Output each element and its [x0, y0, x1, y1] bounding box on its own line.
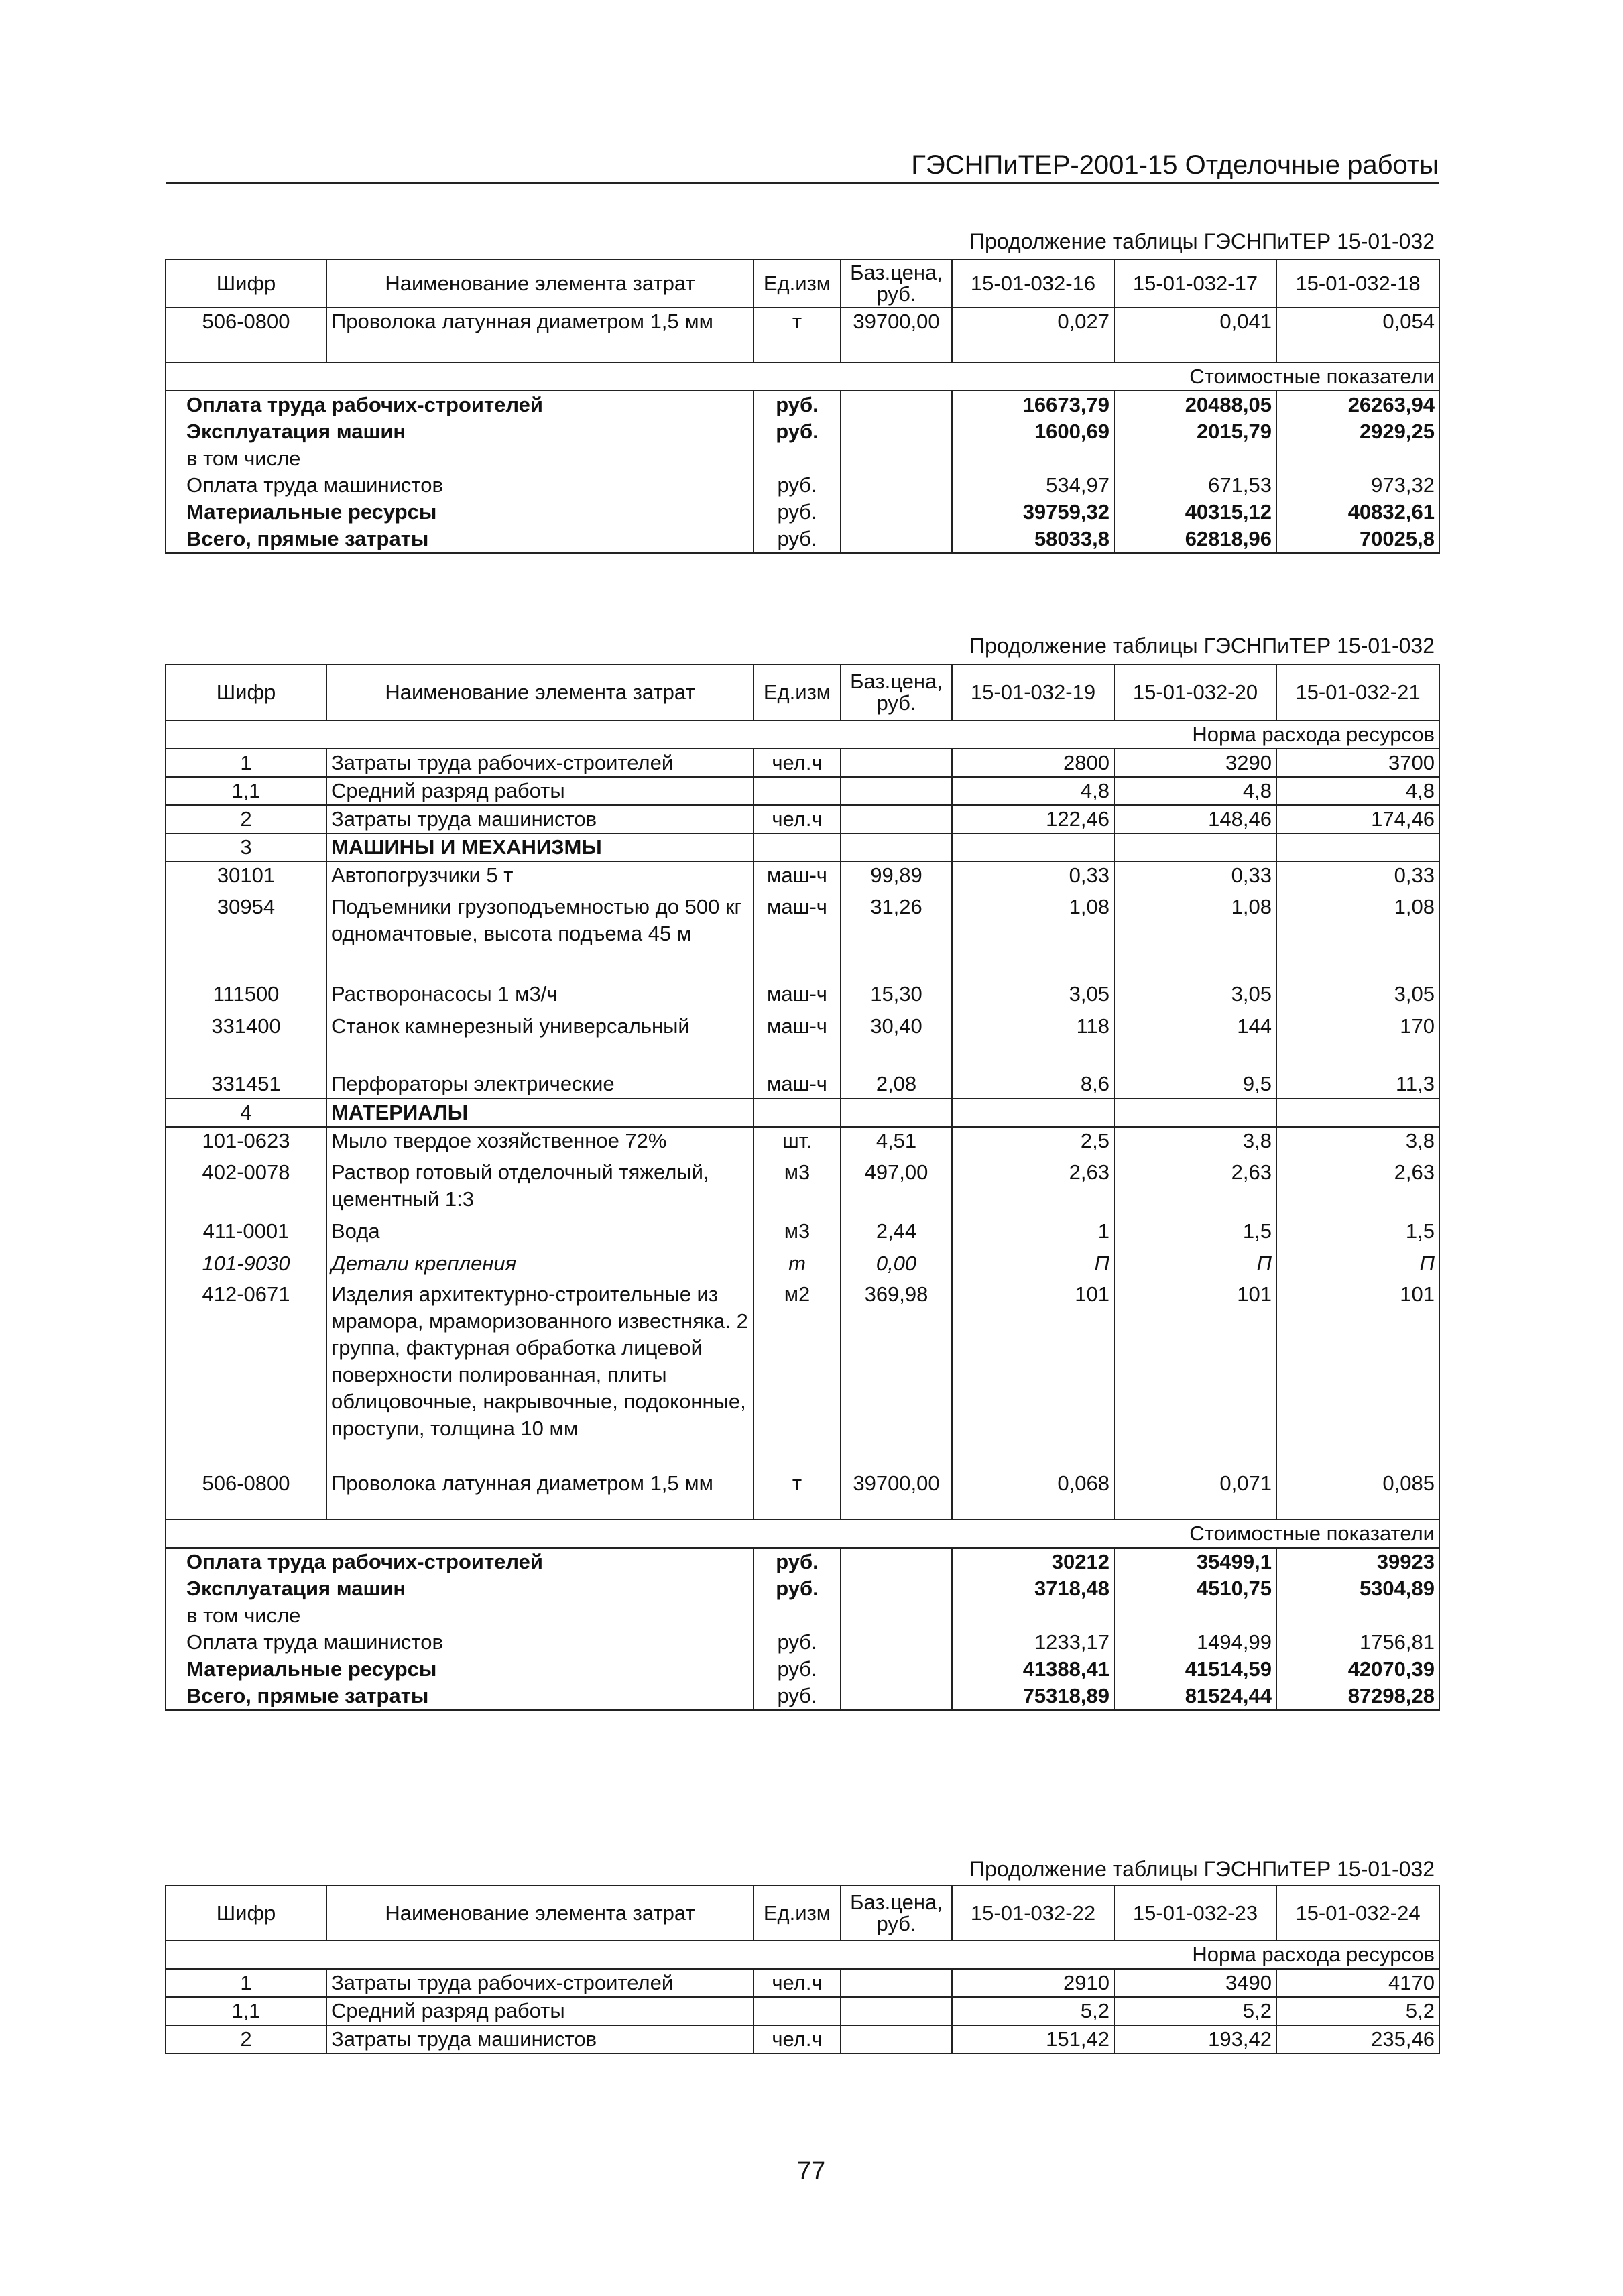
- table1: [165, 259, 1440, 554]
- table3-caption: Продолжение таблицы ГЭСНПиТЕР 15-01-032: [969, 1857, 1435, 1881]
- col-code-header: Шифр: [166, 664, 326, 721]
- col-22-header: 15-01-032-22: [952, 1886, 1114, 1941]
- section-heading: МАШИНЫ И МЕХАНИЗМЫ: [326, 833, 754, 861]
- col-unit-header: Ед.изм: [754, 664, 841, 721]
- table-row: 30954 Подъемники грузоподъемностью до 500 кг одномачтовые, высота подъема 45 м маш-ч 31,26 1,08 1,08 1,08: [166, 894, 1439, 981]
- table-row: Всего, прямые затраты руб. 58033,8 62818,96 70025,8: [166, 526, 1439, 553]
- col-price-header: Баз.цена, руб.: [841, 664, 952, 721]
- table-row: 3 МАШИНЫ И МЕХАНИЗМЫ: [166, 833, 1439, 861]
- table-row: Оплата труда машинистов руб. 1233,17 1494,99 1756,81: [166, 1629, 1439, 1656]
- col-name-header: Наименование элемента затрат: [326, 1886, 754, 1941]
- col-21-header: 15-01-032-21: [1276, 664, 1439, 721]
- table-row: 1,1 Средний разряд работы 4,8 4,8 4,8: [166, 777, 1439, 805]
- table-row: 506-0800 Проволока латунная диаметром 1,5 мм т 39700,00 0,068 0,071 0,085: [166, 1470, 1439, 1520]
- col-19-header: 15-01-032-19: [952, 664, 1114, 721]
- table-row: 2 Затраты труда машинистов чел.ч 151,42 193,42 235,46: [166, 2025, 1439, 2053]
- col-code-header: Шифр: [166, 1886, 326, 1941]
- col-23-header: 15-01-032-23: [1114, 1886, 1276, 1941]
- table-row: Оплата труда рабочих-строителей руб. 30212 35499,1 39923: [166, 1548, 1439, 1575]
- table-row: Эксплуатация машин руб. 1600,69 2015,79 2929,25: [166, 418, 1439, 445]
- table-row: Оплата труда рабочих-строителей руб. 16673,79 20488,05 26263,94: [166, 391, 1439, 418]
- table-row: 30101 Автопогрузчики 5 т маш-ч 99,89 0,33 0,33 0,33: [166, 861, 1439, 894]
- table-row: 411-0001 Вода м3 2,44 1 1,5 1,5: [166, 1218, 1439, 1250]
- table-row: 1 Затраты труда рабочих-строителей чел.ч 2800 3290 3700: [166, 749, 1439, 777]
- table-row: 412-0671 Изделия архитектурно-строительные из мрамора, мраморизованного известняка. 2 группа, фактурная обработка лицевой поверхности полированная, плиты облицовочные, накрывочные, подоконные, проступи, толщина 10 мм м2 369,98 101 101 101: [166, 1281, 1439, 1470]
- col-24-header: 15-01-032-24: [1276, 1886, 1439, 1941]
- section-heading: МАТЕРИАЛЫ: [326, 1099, 754, 1127]
- table-row: 2 Затраты труда машинистов чел.ч 122,46 148,46 174,46: [166, 805, 1439, 833]
- table-row: Всего, прямые затраты руб. 75318,89 81524,44 87298,28: [166, 1683, 1439, 1710]
- col-18-header: 15-01-032-18: [1276, 259, 1439, 308]
- table-row: в том числе: [166, 445, 1439, 472]
- page-number: 77: [796, 2157, 826, 2185]
- table-row: в том числе: [166, 1602, 1439, 1629]
- table-row: 331451 Перфораторы электрические маш-ч 2,08 8,6 9,5 11,3: [166, 1071, 1439, 1099]
- table-row: 101-0623 Мыло твердое хозяйственное 72% шт. 4,51 2,5 3,8 3,8: [166, 1127, 1439, 1159]
- cost-indicators-label: Стоимостные показатели: [166, 1520, 1439, 1548]
- table-row: 4 МАТЕРИАЛЫ: [166, 1099, 1439, 1127]
- col-16-header: 15-01-032-16: [952, 259, 1114, 308]
- norm-label: Норма расхода ресурсов: [166, 721, 1439, 749]
- col-name-header: Наименование элемента затрат: [326, 664, 754, 721]
- table1-caption: Продолжение таблицы ГЭСНПиТЕР 15-01-032: [969, 229, 1435, 253]
- col-price-header: Баз.цена, руб.: [841, 1886, 952, 1941]
- col-unit-header: Ед.изм: [754, 1886, 841, 1941]
- table-row: 1 Затраты труда рабочих-строителей чел.ч 2910 3490 4170: [166, 1969, 1439, 1997]
- table2-caption: Продолжение таблицы ГЭСНПиТЕР 15-01-032: [969, 633, 1435, 658]
- table-row: 111500 Растворонасосы 1 м3/ч маш-ч 15,30 3,05 3,05 3,05: [166, 981, 1439, 1013]
- table-row: Эксплуатация машин руб. 3718,48 4510,75 5304,89: [166, 1575, 1439, 1602]
- col-unit-header: Ед.изм: [754, 259, 841, 308]
- running-header: ГЭСНПиТЕР-2001-15 Отделочные работы: [166, 149, 1439, 184]
- table-row: Материальные ресурсы руб. 41388,41 41514,59 42070,39: [166, 1656, 1439, 1683]
- col-20-header: 15-01-032-20: [1114, 664, 1276, 721]
- norm-label: Норма расхода ресурсов: [166, 1941, 1439, 1969]
- table-row: 506-0800 Проволока латунная диаметром 1,5 мм т 39700,00 0,027 0,041 0,054: [166, 308, 1439, 363]
- cost-indicators-label: Стоимостные показатели: [166, 363, 1439, 391]
- col-code-header: Шифр: [166, 259, 326, 308]
- table-row: 101-9030 Детали крепления т 0,00 П П П: [166, 1250, 1439, 1281]
- table-row: 1,1 Средний разряд работы 5,2 5,2 5,2: [166, 1997, 1439, 2025]
- table3: [165, 1885, 1440, 2054]
- table2: [165, 664, 1440, 1711]
- table-row: Оплата труда машинистов руб. 534,97 671,53 973,32: [166, 472, 1439, 499]
- table-row: 331400 Станок камнерезный универсальный маш-ч 30,40 118 144 170: [166, 1013, 1439, 1071]
- table-row: Материальные ресурсы руб. 39759,32 40315,12 40832,61: [166, 499, 1439, 526]
- col-price-header: Баз.цена, руб.: [841, 259, 952, 308]
- table-row: 402-0078 Раствор готовый отделочный тяжелый, цементный 1:3 м3 497,00 2,63 2,63 2,63: [166, 1159, 1439, 1218]
- col-17-header: 15-01-032-17: [1114, 259, 1276, 308]
- col-name-header: Наименование элемента затрат: [326, 259, 754, 308]
